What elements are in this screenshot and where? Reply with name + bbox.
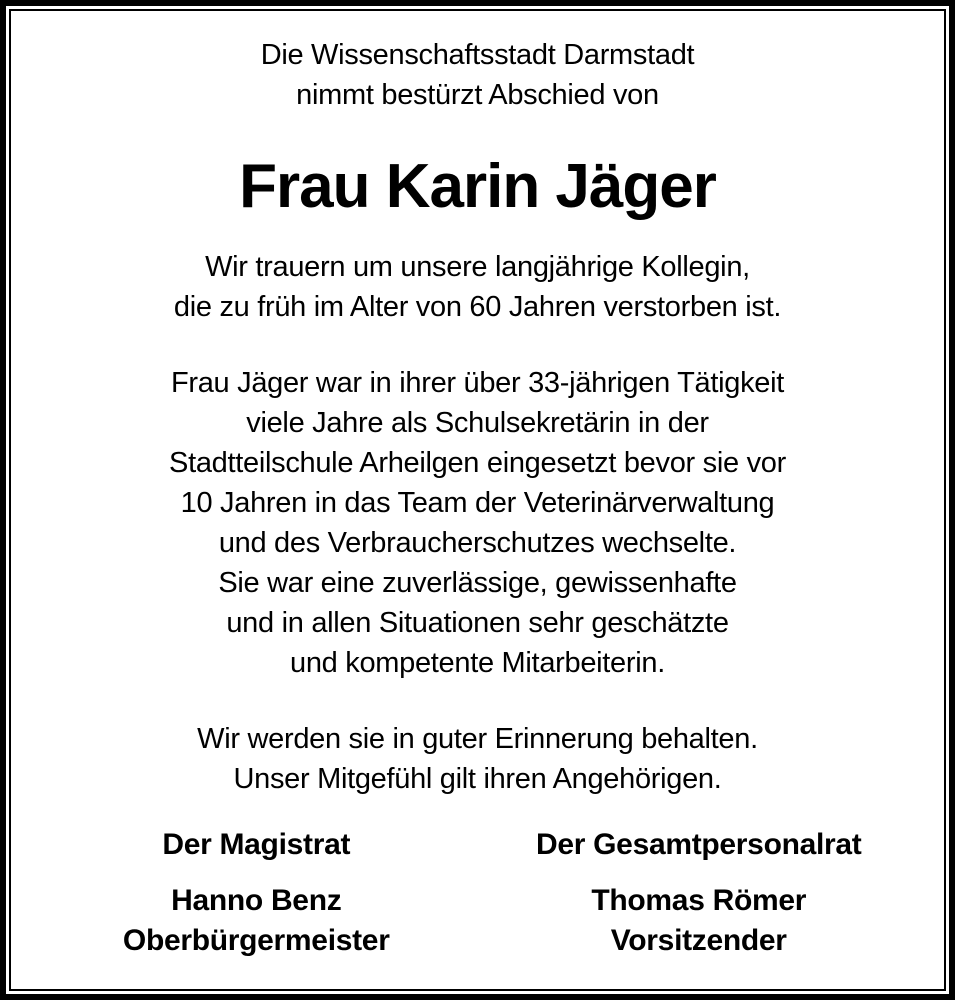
remembrance-line-1: Wir werden sie in guter Erinnerung behalten. — [197, 723, 758, 755]
deceased-name-heading: Frau Karin Jäger — [239, 152, 716, 221]
biography-line: Sie war eine zuverlässige, gewissenhafte — [218, 567, 737, 599]
remembrance-line-2: Unser Mitgefühl gilt ihren Angehörigen. — [233, 763, 722, 795]
biography-line: und des Verbraucherschutzes wechselte. — [218, 527, 737, 559]
signatory-left-organization: Der Magistrat — [162, 828, 351, 861]
notice-inner-frame — [9, 9, 946, 991]
mourning-line-2: die zu früh im Alter von 60 Jahren verstorben ist. — [173, 291, 782, 323]
signatory-right-person — [478, 881, 921, 961]
signatory-left-person — [35, 881, 478, 961]
mourning-line-1: Wir trauern um unsere langjährige Kollegin, — [205, 251, 750, 283]
signatory-right-name: Thomas Römer — [591, 884, 807, 917]
mourning-block — [35, 247, 920, 327]
signatory-right-title: Vorsitzender — [610, 924, 787, 957]
biography-line: 10 Jahren in das Team der Veterinärverwaltung — [180, 487, 775, 519]
biography-line: Frau Jäger war in ihrer über 33-jährigen Tätigkeit — [170, 367, 785, 399]
remembrance-block — [35, 719, 920, 799]
biography-line: und kompetente Mitarbeiterin. — [290, 647, 665, 679]
signatories-row — [35, 825, 920, 961]
signatory-left-title: Oberbürgermeister — [122, 924, 390, 957]
biography-line: und in allen Situationen sehr geschätzte — [226, 607, 729, 639]
signatory-right — [478, 825, 921, 961]
signatory-left — [35, 825, 478, 961]
signatory-left-name: Hanno Benz — [171, 884, 342, 917]
biography-block — [35, 363, 920, 683]
signatory-right-organization: Der Gesamtpersonalrat — [535, 828, 862, 861]
biography-line: Stadtteilschule Arheilgen eingesetzt bevor sie vor — [169, 447, 786, 479]
intro-block — [35, 35, 920, 115]
biography-line: viele Jahre als Schulsekretärin in der — [246, 407, 709, 439]
intro-line-1: Die Wissenschaftsstadt Darmstadt — [260, 39, 695, 71]
intro-line-2: nimmt bestürzt Abschied von — [296, 79, 659, 111]
